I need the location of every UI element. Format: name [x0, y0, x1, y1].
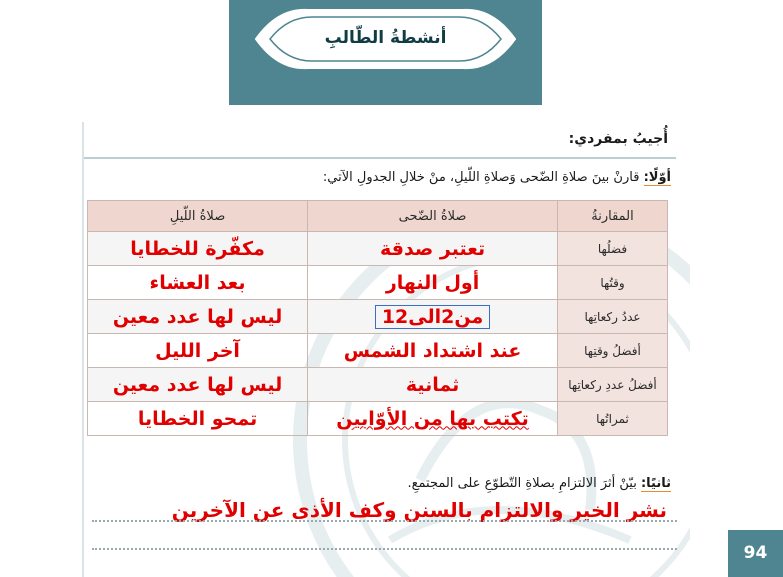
row-label: فضلُها	[558, 232, 668, 266]
header-layl: صلاةُ اللّيلِ	[88, 201, 308, 232]
answer-line	[92, 548, 677, 550]
question-one-text: قارنْ بينَ صلاةِ الضّحى وَصلاةِ اللّيلِ، منْ خلالِ الجدولِ الآتي:	[322, 170, 640, 185]
heading-divider	[84, 157, 676, 159]
layl-answer[interactable]: ليس لها عدد معين	[88, 300, 308, 334]
question-one-number: أوّلًا:	[643, 170, 671, 185]
table-row	[88, 232, 668, 266]
layl-answer[interactable]: آخر الليل	[88, 334, 308, 368]
duha-answer[interactable]	[308, 402, 558, 436]
question-two-text: بيّنْ أثرَ الالتزامِ بصلاةِ التّطوّعِ على المجتمعِ.	[407, 476, 637, 491]
table-row	[88, 266, 668, 300]
table-row	[88, 402, 668, 436]
row-label: ثمراتُها	[558, 402, 668, 436]
duha-answer-text: تكتب بها من الأوّابين	[336, 407, 529, 430]
row-label: أفضلُ وقتِها	[558, 334, 668, 368]
duha-answer[interactable]: ثمانية	[308, 368, 558, 402]
question-two-answer[interactable]: نشر الخير والالتزام بالسنن وكف الأذى عن الآخرين	[171, 498, 667, 522]
duha-answer-text: من2الى12	[375, 305, 490, 329]
layl-answer[interactable]: مكفّرة للخطايا	[88, 232, 308, 266]
duha-answer[interactable]: تعتبر صدقة	[308, 232, 558, 266]
question-two-number: ثانيًا:	[640, 476, 671, 491]
row-label: عددُ ركعاتِها	[558, 300, 668, 334]
layl-answer[interactable]: بعد العشاء	[88, 266, 308, 300]
page-margin-line	[82, 122, 84, 577]
table-row	[88, 368, 668, 402]
table-header-row	[88, 201, 668, 232]
duha-answer[interactable]: عند اشتداد الشمس	[308, 334, 558, 368]
banner-title-frame	[248, 0, 523, 78]
duha-answer[interactable]: أول النهار	[308, 266, 558, 300]
table-row	[88, 300, 668, 334]
layl-answer[interactable]: ليس لها عدد معين	[88, 368, 308, 402]
duha-answer[interactable]	[308, 300, 558, 334]
answer-line	[92, 520, 677, 522]
comparison-table	[87, 200, 668, 436]
header-duha: صلاةُ الضّحى	[308, 201, 558, 232]
section-heading: أُجيبُ بمفردي:	[568, 131, 668, 147]
page-number: 94	[728, 530, 783, 577]
banner-title: أنشطةُ الطّالبِ	[324, 28, 447, 48]
table-row	[88, 334, 668, 368]
question-one	[323, 170, 671, 185]
question-two	[407, 476, 671, 491]
layl-answer[interactable]: تمحو الخطايا	[88, 402, 308, 436]
row-label: وقتُها	[558, 266, 668, 300]
row-label: أفضلُ عددِ ركعاتِها	[558, 368, 668, 402]
header-comparison: المقارنةُ	[558, 201, 668, 232]
